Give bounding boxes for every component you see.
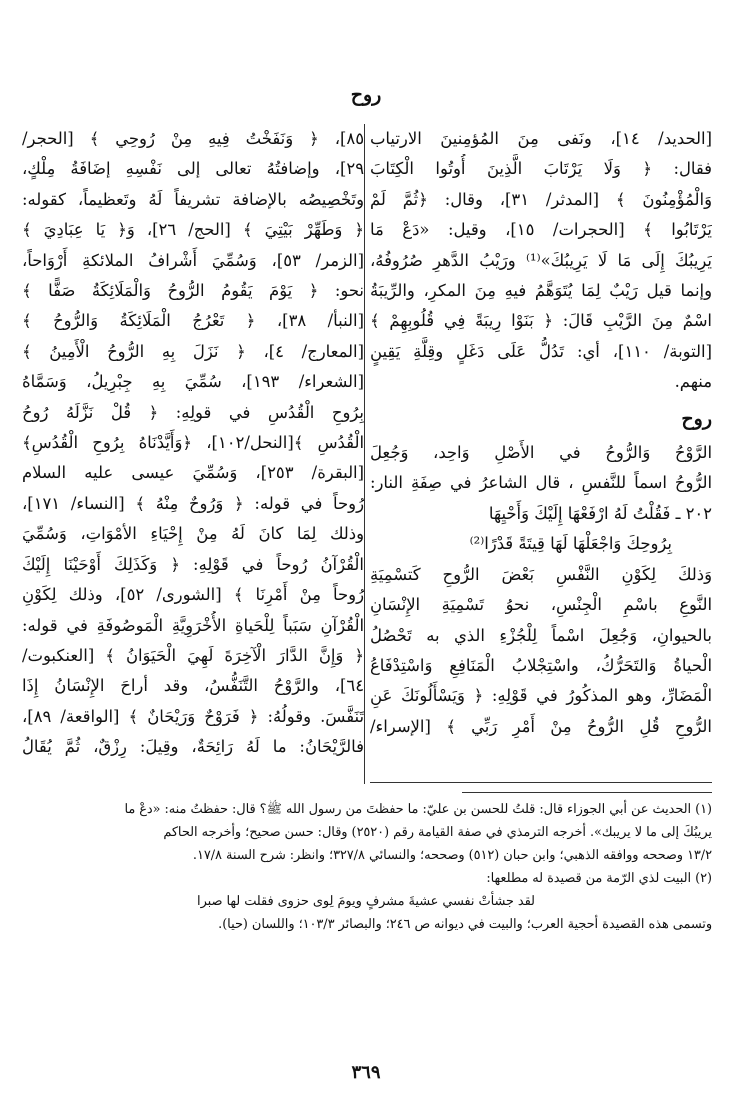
text-line: وإنما قيل رَيْبٌ لِمَا يُتَوَهَّمُ فيهِ مِنَ المكرِ، والرِّيبَةُ [370,281,712,301]
text-line: الْقُرْآنُ رُوحاً في قَوْلِهِ: ﴿ وَكَذَلِكَ أَوْحَيْنَا إِلَيْكَ [22,554,364,574]
text-line: فقال: ﴿ وَلَا يَرْتَابَ الَّذِينَ أُوتُوا الْكِتَابَ [370,159,712,179]
text-line: [التوبة/ ١١٠]، أي: تَدُلُّ عَلَى دَغَلٍ وقِلَّةِ يَقِينٍ [370,341,712,361]
left-column [22,124,364,763]
text-line: [النبأ/ ٣٨]، ﴿ تَعْرُجُ الْمَلَائِكَةُ وَالرُّوحُ ﴾ [22,311,364,331]
text-line: وَالْمُؤْمِنُونَ ﴾ [المدثر/ ٣١]، وقال: ﴿ثُمَّ لَمْ [370,189,712,209]
footnote-line: ١٣/٢ وصححه ووافقه الذهبي؛ وابن حبان (٥١٢) وصححه؛ والنسائي ٣٢٧/٨؛ وانظر: شرح السنة ١٧/٨. [192,848,712,863]
footnote-verse: لقد جشأتْ نفسي عشيةَ مشرفٍ ويومَ لِوى حزوى فقلت لها صبرا [197,894,535,909]
text-line: [الحديد/ ١٤]، ونَفى مِنَ المُؤمِنينَ الارتياب [370,129,712,148]
text-line: النَّوعِ باسْمِ الْجِنْسِ، نحوُ تَسْمِيَةِ الإِنْسَانِ [370,595,712,615]
text-line: ﴿ وَإِنَّ الدَّارَ الْآخِرَةَ لَهِيَ الْحَيَوَانُ ﴾ [العنكبوت/ [22,645,364,665]
footnotes [20,798,712,936]
text-line: [البقرة/ ٢٥٣]، وَسُمِّيَ عيسى عليه السلام [22,463,364,483]
text-line: وتَخْصِيصُه بالإضافة تشريفاً لَهُ وتَعظيماً، كقوله: [22,189,364,209]
text-line: الرَّوْحُ وَالرُّوحُ في الأَصْلِ وَاحِد، وَجُعِلَ [370,443,712,463]
text-line: ٦٤]، والرَّوْحُ التَّنَفُّسُ، وقد أراحَ الإِنْسَانُ إِذَا [22,676,364,696]
footnote-line: (١) الحديث عن أبي الجوزاء قال: قلتُ للحسن بن عليّ: ما حفظتَ من رسول الله ﷺ؟ قال: حفظتُ منه: «دعْ ما [124,802,712,817]
text-line: الْحياةُ وَالتَحَرُّكُ، واسْتِجْلابُ الْمَنَافِعِ وَاسْتِدْفَاعُ [370,655,712,675]
text-line: منهم. [674,372,712,392]
text-line: ٨٥]، ﴿ وَنَفَخْتُ فِيهِ مِنْ رُوحِي ﴾ [الحجر/ [22,129,364,148]
text-line: بِرُوحِ الْقُدُسِ في قولِهِ: ﴿ قُلْ نَزَّلَهُ رُوحُ [22,402,364,422]
page-number: ٣٦٩ [351,1062,381,1083]
text-line: يَرِيبُكَ إِلَى مَا لَا يَرِيبُكَ»⁽¹⁾ ورَيْبُ الدَّهرِ صُرُوفُهُ، [370,250,712,270]
text-line: الْمَضَارِّ، وهو المذكُورُ في قَوْلِهِ: ﴿ وَيَسْأَلُونَكَ عَنِ [370,686,712,706]
text-line: رُوحاً مِنْ أَمْرِنَا ﴾ [الشورى/ ٥٢]، وذلك لِكَوْنِ [22,585,364,605]
text-line: اسْمٌ مِنَ الرَّيْبِ قَالَ: ﴿ بَنَوْا رِيبَةً فِي قُلُوبِهِمْ ﴾ [370,311,712,331]
text-line: ٢٩]، وإضافتُهُ تعالى إلى نَفْسِهِ إضَافَةُ مِلْكٍ، [22,159,364,179]
text-line: تَنَفَّسَ. وقولُهُ: ﴿ فَرَوْحٌ وَرَيْحَانٌ ﴾ [الواقعة/ ٨٩]، [22,706,364,726]
text-line: الرُّوحُ اسماً للنَّفسِ ، قال الشاعرُ في صِفَةِ النار: [370,473,712,493]
entry-heading: روح [681,407,712,430]
verse-first-hemistich: ٢٠٢ ـ فَقُلْتُ لَهُ ارْفَعْهَا إِلَيْكَ وَأَحْيِهَا [488,503,712,523]
text-line: الْقُدُسِ ﴾[النحل/١٠٢]، ﴿وَأَيَّدْنَاهُ بِرُوحِ الْقُدُسِ﴾ [22,433,364,453]
text-line: [المعارج/ ٤]، ﴿ نَزَلَ بِهِ الرُّوحُ الْأَمِينُ ﴾ [22,341,364,361]
underline-rule [370,782,712,783]
text-line: بالحيوانِ، وَجُعِلَ اسْماً لِلْجُزْءِ الذي به تَحْصُلُ [370,625,712,645]
footnote-rule [462,792,712,793]
footnote-line: (٢) البيت لذي الرّمة من قصيدة له مطلعها: [486,871,712,886]
footnote-line: وتسمى هذه القصيدة أحجية العرب؛ والبيت في ديوانه ص ٢٤٦؛ والبصائر ١٠٣/٣؛ واللسان (حيا). [218,917,712,932]
text-line: يَرْتَابُوا ﴾ [الحجرات/ ١٥]، وقيل: «دَعْ مَا [370,220,712,240]
column-divider [364,124,365,784]
text-line: وَذلكَ لِكَوْنِ النَّفْسِ بَعْضَ الرُّوحِ كَتسْمِيَةِ [370,564,712,584]
text-line: وذلك لِمَا كانَ لَهُ مِنْ إِحْيَاءِ الأمْوَاتِ، وَسُمِّيَ [22,524,364,544]
text-line: الْقُرْآنِ سَبَباً لِلْحَياةِ الأُخْرَوِيَّةِ الْمَوصُوفَةِ في قوله: [22,615,364,635]
text-line: ﴿ وَطَهِّرْ بَيْتِيَ ﴾ [الحج/ ٢٦]، وَ﴿ يَا عِبَادِيَ ﴾ [22,220,364,240]
text-line: الرُّوحِ قُلِ الرُّوحُ مِنْ أَمْرِ رَبِّي ﴾ [الإسراء/ [370,716,712,736]
verse-second-hemistich: بِرُوحِكَ وَاجْعَلْهَا لَهَا قِيتَةً قَدْرًا⁽²⁾ [469,534,672,554]
right-column [370,124,712,742]
text-line: [الشعراء/ ١٩٣]، سُمِّيَ بِهِ جِبْرِيلُ، وَسَمَّاهُ [22,372,364,392]
footnote-line: يريبُكَ إلى ما لا يريبك». أخرجه الترمذي في صفة القيامة رقم (٢٥٢٠) وقال: حسن صحيح؛ وأخرجه الحاكم [163,825,712,840]
running-head: روح [350,84,382,106]
text-line: [الزمر/ ٥٣]، وَسُمِّيَ أَشْرافُ الملائكةِ أَرْوَاحاً، [22,250,364,270]
text-line: نحو: ﴿ يَوْمَ يَقُومُ الرُّوحُ وَالْمَلَائِكَةُ صَفًّا ﴾ [22,281,364,301]
text-line: فالرَّيْحَانُ: ما لَهُ رَائِحَةٌ، وقِيلَ: رِزْقٌ، ثُمَّ يُقَالُ [22,737,364,757]
text-line: رُوحاً في قوله: ﴿ وَرُوحٌ مِنْهُ ﴾ [النساء/ ١٧١]، [22,493,364,513]
